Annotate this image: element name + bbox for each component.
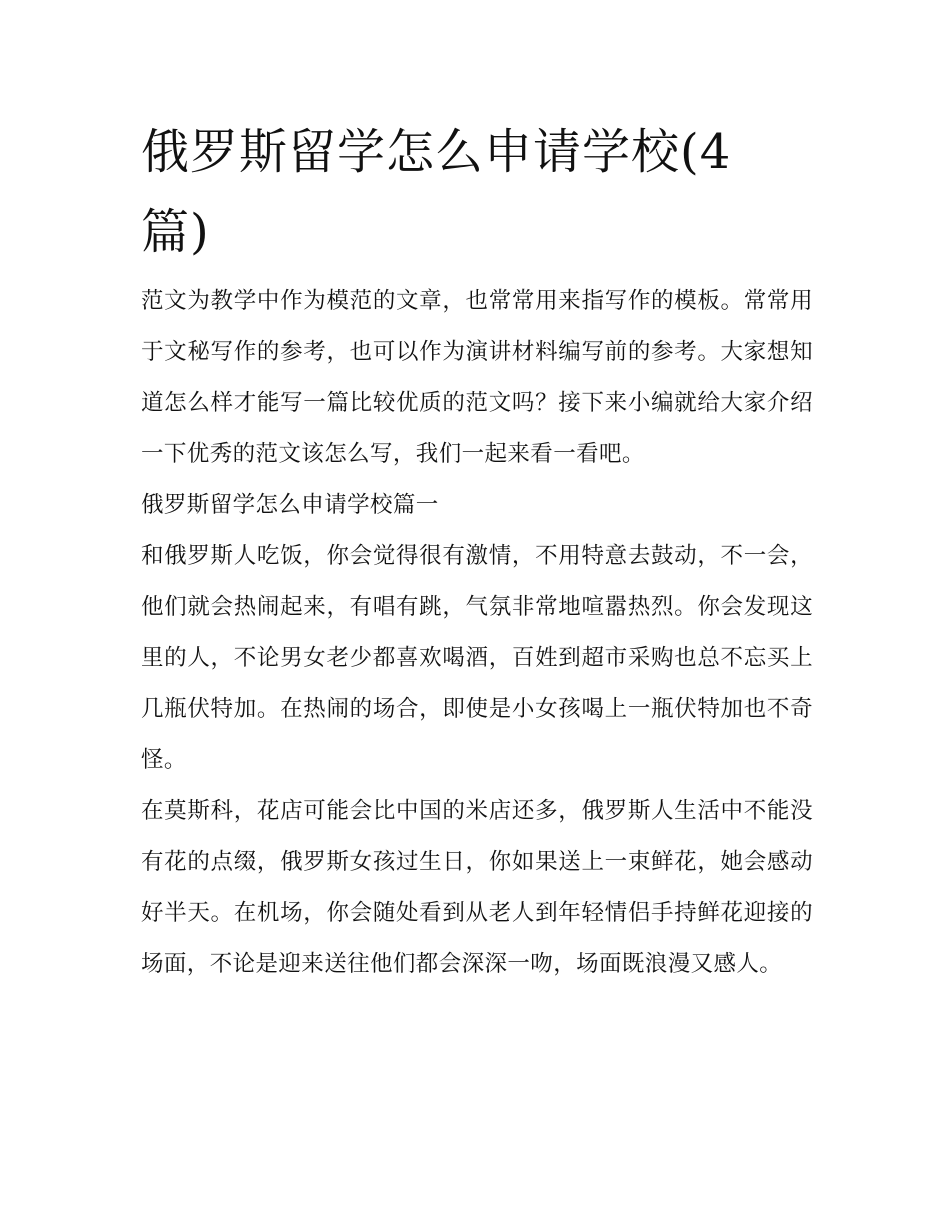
section-heading: 俄罗斯留学怎么申请学校篇一 bbox=[141, 492, 439, 518]
body-paragraph-2: 在莫斯科，花店可能会比中国的米店还多，俄罗斯人生活中不能没有花的点缀，俄罗斯女孩过生日，你如果送上一束鲜花，她会感动好半天。在机场，你会随处看到从老人到年轻情侣手持鲜花迎接的场面，不论是迎来送往他们都会深深一吻，场面既浪漫又感人。 bbox=[141, 798, 813, 977]
document-body bbox=[141, 276, 813, 990]
body-paragraph-1: 和俄罗斯人吃饭，你会觉得很有激情，不用特意去鼓动，不一会，他们就会热闹起来，有唱有跳，气氛非常地喧嚣热烈。你会发现这里的人，不论男女老少都喜欢喝酒，百姓到超市采购也总不忘买上几瓶伏特加。在热闹的场合，即使是小女孩喝上一瓶伏特加也不奇怪。 bbox=[141, 543, 813, 773]
document-title: 俄罗斯留学怎么申请学校(4篇) bbox=[141, 124, 732, 260]
intro-paragraph: 范文为教学中作为模范的文章，也常常用来指写作的模板。常常用于文秘写作的参考，也可以作为演讲材料编写前的参考。大家想知道怎么样才能写一篇比较优质的范文吗？接下来小编就给大家介绍一下优秀的范文该怎么写，我们一起来看一看吧。 bbox=[141, 288, 813, 467]
